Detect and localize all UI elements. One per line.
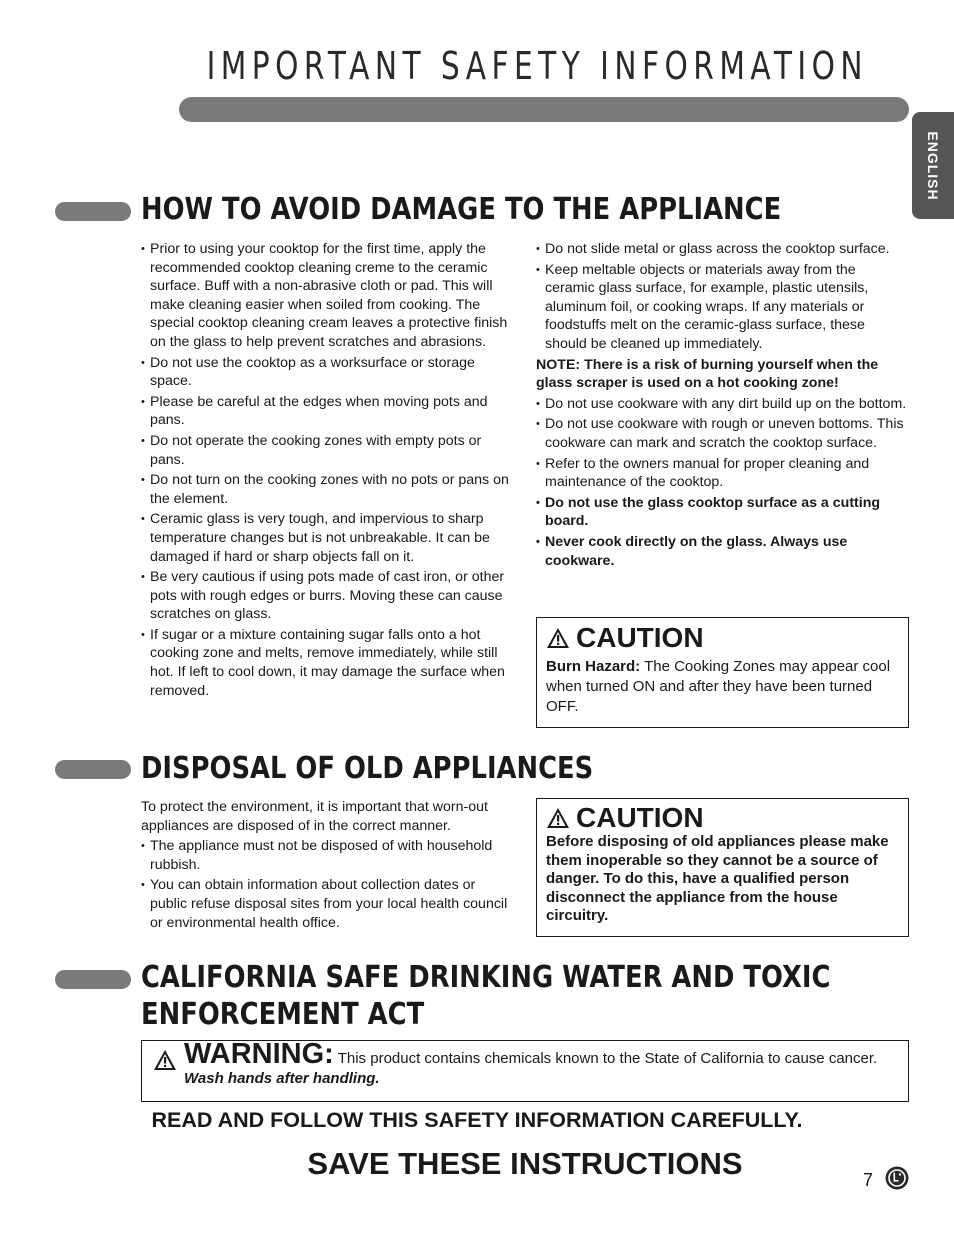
list-item: • Be very cautious if using pots made of cast iron, or other pots with rough edges or burrs. Moving these can cause scratches on glass. [141, 568, 516, 624]
damage-left-list [141, 240, 516, 700]
warning-triangle-icon [546, 627, 570, 649]
list-item: • Do not use the cooktop as a worksurface or storage space. [141, 354, 516, 391]
california-heading-line1: CALIFORNIA SAFE DRINKING WATER AND TOXIC [141, 960, 831, 995]
burn-hazard-label: Burn Hazard: [546, 658, 641, 675]
title-bar [179, 97, 909, 122]
list-item: • Do not slide metal or glass across the cooktop surface. [536, 240, 908, 259]
save-instructions-line: SAVE THESE INSTRUCTIONS [307, 1146, 743, 1181]
list-item: • Keep meltable objects or materials away from the ceramic glass surface, for example, plastic utensils, aluminum foil, or cooking wraps. If any materials or foodstuffs melt on the ceramic-glass surface, these should be cleaned up immediately. [536, 261, 908, 354]
damage-right-list-b [536, 395, 908, 492]
section-marker [55, 970, 131, 989]
warning-triangle-icon [546, 807, 570, 829]
caution-box-disposal [536, 798, 909, 937]
list-item: • You can obtain information about collection dates or public refuse disposal sites from your local health council or environmental health office. [141, 876, 516, 932]
damage-right-column [536, 240, 908, 572]
disposal-list [141, 837, 516, 932]
read-follow-line: READ AND FOLLOW THIS SAFETY INFORMATION CAREFULLY. [151, 1108, 803, 1132]
list-item: • Do not operate the cooking zones with empty pots or pans. [141, 432, 516, 469]
burn-hazard-text: The Cooking Zones may appear cool when turned ON and after they have been turned OFF. [546, 658, 891, 715]
damage-left-column [141, 240, 516, 702]
california-heading-line2: ENFORCEMENT ACT [141, 997, 425, 1032]
page-title: IMPORTANT SAFETY INFORMATION [206, 44, 868, 88]
list-item: • Refer to the owners manual for proper cleaning and maintenance of the cooktop. [536, 455, 908, 492]
list-item: • Please be careful at the edges when moving pots and pans. [141, 393, 516, 430]
caution-box-burn [536, 617, 909, 728]
language-tab [912, 112, 954, 219]
damage-right-list-a [536, 240, 908, 354]
damage-right-list-bold [536, 494, 908, 570]
warning-emphasis: Wash hands after handling. [184, 1070, 380, 1087]
list-item: • Do not use the glass cooktop surface as a cutting board. [536, 494, 908, 531]
list-item: • Never cook directly on the glass. Always use cookware. [536, 533, 908, 570]
disposal-caution-text: Before disposing of old appliances please make them inoperable so they cannot be a source of danger. To do this, have a qualified person disconnect the appliance from the house circuitry. [546, 833, 889, 925]
list-item: • The appliance must not be disposed of with household rubbish. [141, 837, 516, 874]
section-marker [55, 760, 131, 779]
list-item: • Ceramic glass is very tough, and impervious to sharp temperature changes but is not unbreakable. It can be damaged if hard or sharp objects fall on it. [141, 510, 516, 566]
warning-text: This product contains chemicals known to the State of California to cause cancer. [333, 1050, 878, 1067]
list-item: • Do not turn on the cooking zones with no pots or pans on the element. [141, 471, 516, 508]
warning-triangle-icon [153, 1049, 177, 1071]
lg-logo-icon [885, 1166, 909, 1190]
warning-box [141, 1040, 909, 1102]
language-tab-label: ENGLISH [925, 130, 941, 201]
list-item: • Do not use cookware with rough or uneven bottoms. This cookware can mark and scratch the cooktop surface. [536, 415, 908, 452]
caution-title: CAUTION [576, 622, 704, 653]
page-number: 7 [863, 1170, 874, 1190]
list-item: • If sugar or a mixture containing sugar falls onto a hot cooking zone and melts, remove immediately, while still hot. If left to cool down, it may damage the surface when removed. [141, 626, 516, 700]
disposal-heading: DISPOSAL OF OLD APPLIANCES [141, 751, 594, 786]
note-text: NOTE: There is a risk of burning yourself when the glass scraper is used on a hot cooking zone! [536, 356, 879, 392]
section-marker [55, 202, 131, 221]
list-item: • Do not use cookware with any dirt build up on the bottom. [536, 395, 908, 414]
disposal-intro: To protect the environment, it is important that worn-out appliances are disposed of in the correct manner. [141, 799, 488, 834]
list-item: • Prior to using your cooktop for the first time, apply the recommended cooktop cleaning creme to the ceramic surface. Buff with a non-abrasive cloth or pad. This will make cleaning easier when soiled from cooking. The special cooktop cleaning cream leaves a protective finish on the glass to help prevent scratches and abrasions. [141, 240, 516, 352]
warning-title: WARNING: [184, 1038, 334, 1070]
caution-title: CAUTION [576, 802, 704, 833]
disposal-column [141, 798, 516, 934]
damage-heading: HOW TO AVOID DAMAGE TO THE APPLIANCE [141, 192, 782, 227]
